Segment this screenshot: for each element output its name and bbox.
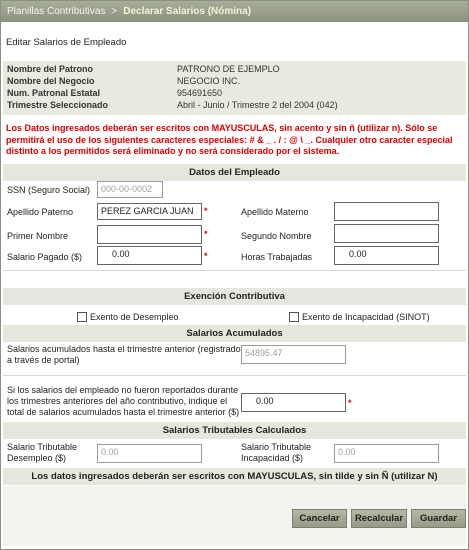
tributable-desempleo-label: Salario Tributable Desempleo ($) — [7, 442, 78, 463]
section-datos-empleado: Datos del Empleado — [3, 164, 466, 181]
info-value: 954691650 — [177, 88, 223, 98]
segundo-nombre-label: Segundo Nombre — [241, 231, 312, 241]
breadcrumb-link-planillas[interactable]: Planillas Contributivas — [7, 6, 106, 17]
horas-trabajadas-input[interactable]: 0.00 — [334, 246, 439, 265]
ssn-label: SSN (Seguro Social) — [7, 185, 91, 195]
tributable-incapacidad-field: 0.00 — [334, 444, 439, 463]
acumulados-no-reportados-input[interactable]: 0.00 — [241, 393, 346, 412]
required-mark: * — [204, 229, 208, 239]
required-mark: * — [204, 251, 208, 261]
exento-desempleo-label: Exento de Desempleo — [90, 312, 179, 322]
acumulados-portal-field: 54895.47 — [241, 345, 346, 364]
section-salarios-tributables: Salarios Tributables Calculados — [3, 422, 466, 439]
page-title: Editar Salarios de Empleado — [6, 37, 127, 48]
info-label: Num. Patronal Estatal — [7, 88, 101, 98]
breadcrumb-current: Declarar Salarios (Nómina) — [123, 6, 252, 17]
ssn-field: 000-00-0002 — [97, 181, 163, 198]
acumulados-no-reportados-label: Si los salarios del empleado no fueron reportados durante los trimestres anteriores del año contributivo, indique el total de salarios acumulados hasta el trimestre anterior ($) — [7, 385, 240, 417]
apellido-materno-input[interactable] — [334, 202, 439, 221]
info-value: NEGOCIO INC. — [177, 76, 241, 86]
recalcular-button[interactable]: Recalcular — [351, 509, 407, 528]
cancel-button[interactable]: Cancelar — [292, 509, 347, 528]
info-label: Trimestre Seleccionado — [7, 100, 109, 110]
required-mark: * — [348, 398, 352, 408]
primer-nombre-input[interactable] — [97, 225, 202, 244]
info-label: Nombre del Negocio — [7, 76, 95, 86]
segundo-nombre-input[interactable] — [334, 224, 439, 243]
divider — [3, 270, 466, 271]
required-mark: * — [204, 206, 208, 216]
breadcrumb-separator: > — [111, 6, 118, 17]
horas-trabajadas-label: Horas Trabajadas — [241, 252, 313, 262]
apellido-paterno-label: Apellido Paterno — [7, 207, 74, 217]
exento-incapacidad-checkbox[interactable] — [289, 312, 299, 322]
salario-pagado-label: Salario Pagado ($) — [7, 252, 83, 262]
info-label: Nombre del Patrono — [7, 64, 94, 74]
info-value: PATRONO DE EJEMPLO — [177, 64, 280, 74]
employer-info-panel — [3, 61, 466, 115]
exento-desempleo-checkbox[interactable] — [77, 312, 87, 322]
exento-incapacidad-label: Exento de Incapacidad (SINOT) — [302, 312, 430, 322]
breadcrumb — [1, 1, 468, 22]
acumulados-portal-label: Salarios acumulados hasta el trimestre anterior (registrado a través de portal) — [7, 344, 241, 365]
section-exencion: Exención Contributiva — [3, 288, 466, 305]
tributable-incapacidad-label: Salario Tributable Incapacidad ($) — [241, 442, 312, 463]
section-salarios-acumulados: Salarios Acumulados — [3, 325, 466, 342]
info-value: Abril - Junio / Trimestre 2 del 2004 (042) — [177, 100, 338, 110]
tributable-desempleo-field: 0.00 — [97, 444, 202, 463]
salario-pagado-input[interactable]: 0.00 — [97, 246, 202, 265]
apellido-paterno-input[interactable]: PEREZ GARCIA JUAN — [97, 203, 202, 220]
warning-message: Los Datos ingresados deberán ser escritos con MAYUSCULAS, sin acento y sin ñ (utilizar n). Sólo se permitirá el uso de los siguientes caracteres especiales: # & _ . / : @ \ _. Cualquier otro caracter especial distinto a los permitidos será eliminado y no será considerado por el sistema. — [6, 123, 453, 156]
primer-nombre-label: Primer Nombre — [7, 231, 69, 241]
divider — [3, 375, 466, 376]
footer-note: Los datos ingresados deberán ser escritos con MAYUSCULAS, sin tilde y sin Ñ (utilizar N) — [3, 468, 466, 485]
apellido-materno-label: Apellido Materno — [241, 207, 309, 217]
save-button[interactable]: Guardar — [411, 509, 466, 528]
